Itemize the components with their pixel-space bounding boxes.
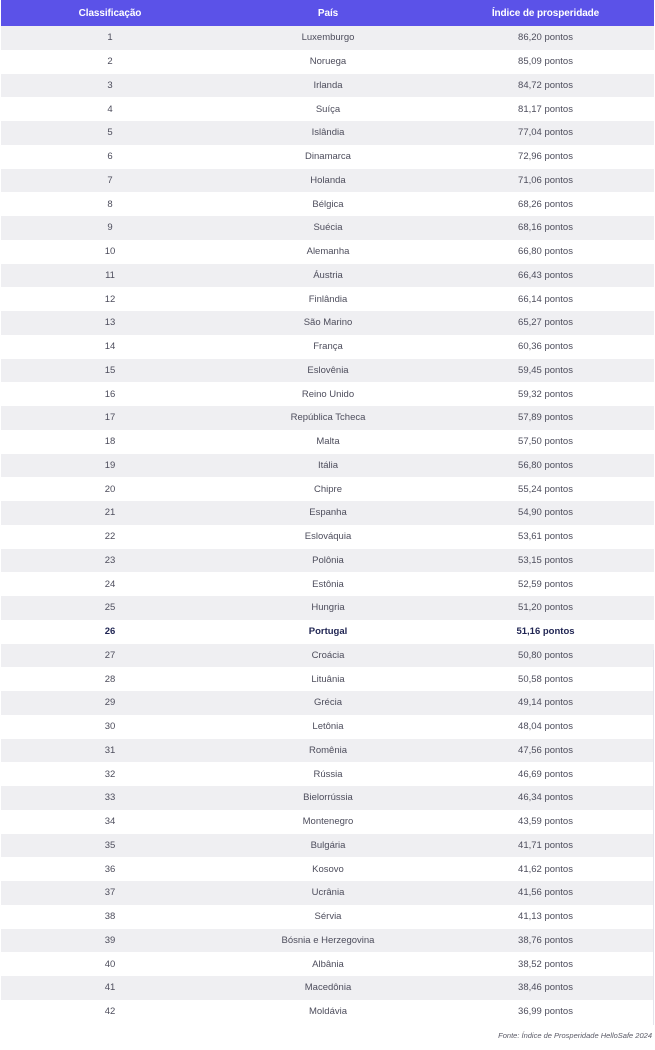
index-cell: 41,56 pontos [518, 887, 573, 899]
table-row [1, 762, 654, 786]
table-row [1, 264, 654, 288]
rank-cell: 17 [104, 412, 116, 424]
country-cell: Eslováquia [304, 531, 352, 543]
country-cell: Moldávia [308, 1006, 348, 1018]
index-cell: 47,56 pontos [518, 744, 573, 756]
table-body [1, 26, 654, 1024]
rank-cell: 28 [104, 673, 116, 685]
rank-cell: 34 [104, 816, 116, 828]
table-row-highlighted [1, 620, 654, 644]
index-cell: 59,32 pontos [518, 388, 573, 400]
rank-cell: 38 [104, 911, 116, 923]
index-cell: 56,80 pontos [518, 459, 573, 471]
index-cell: 53,61 pontos [518, 531, 573, 543]
country-cell: Áustria [313, 269, 343, 281]
index-cell: 85,09 pontos [518, 56, 573, 68]
table-row [1, 454, 654, 478]
table-row [1, 572, 654, 596]
country-cell: Sérvia [314, 911, 342, 923]
country-cell: São Marino [303, 317, 353, 329]
table-header [1, 0, 654, 26]
rank-cell: 11 [105, 269, 115, 281]
index-cell: 66,80 pontos [518, 246, 573, 258]
table-row [1, 145, 654, 169]
table-row [1, 97, 654, 121]
rank-cell: 19 [104, 459, 116, 471]
rank-cell: 8 [107, 198, 113, 210]
rank-cell: 10 [104, 246, 116, 258]
country-cell: Ucrânia [311, 887, 345, 899]
country-cell: Romênia [308, 744, 348, 756]
country-cell: Dinamarca [305, 151, 351, 163]
rank-cell: 6 [107, 151, 113, 163]
country-cell: Portugal [308, 626, 348, 638]
prosperity-ranking-table [1, 0, 654, 1024]
index-cell: 41,13 pontos [518, 911, 573, 923]
country-cell: Polônia [312, 554, 344, 566]
table-row [1, 501, 654, 525]
rank-cell: 5 [107, 127, 113, 139]
table-row [1, 786, 654, 810]
rank-cell: 12 [104, 293, 116, 305]
table-row [1, 335, 654, 359]
rank-cell: 15 [104, 364, 116, 376]
country-cell: Chipre [314, 483, 342, 495]
index-cell: 46,69 pontos [518, 768, 573, 780]
index-cell: 66,43 pontos [518, 269, 573, 281]
table-row [1, 477, 654, 501]
country-cell: Suécia [313, 222, 343, 234]
index-cell: 84,72 pontos [518, 79, 573, 91]
table-row [1, 311, 654, 335]
table-row [1, 240, 654, 264]
index-cell: 54,90 pontos [518, 507, 573, 519]
index-cell: 41,62 pontos [518, 863, 573, 875]
rank-cell: 16 [104, 388, 116, 400]
rank-cell: 7 [107, 174, 113, 186]
index-cell: 43,59 pontos [518, 816, 573, 828]
rank-cell: 31 [104, 744, 116, 756]
table-row [1, 667, 654, 691]
column-header-rank[interactable]: Classificação [78, 7, 142, 19]
table-row [1, 50, 654, 74]
country-cell: Bielorrússia [303, 792, 353, 804]
table-row [1, 810, 654, 834]
index-cell: 36,99 pontos [518, 1006, 573, 1018]
country-cell: Letônia [312, 721, 344, 733]
country-cell: Malta [316, 436, 340, 448]
rank-cell: 1 [107, 32, 113, 44]
rank-cell: 24 [104, 578, 116, 590]
table-row [1, 406, 654, 430]
country-cell: Rússia [313, 768, 343, 780]
country-cell: Luxemburgo [301, 32, 355, 44]
index-cell: 66,14 pontos [518, 293, 573, 305]
rank-cell: 25 [104, 602, 116, 614]
country-cell: Albânia [312, 958, 344, 970]
table-row [1, 430, 654, 454]
index-cell: 50,80 pontos [518, 649, 573, 661]
table-row [1, 739, 654, 763]
table-row [1, 192, 654, 216]
column-header-index[interactable]: Índice de prosperidade [491, 7, 600, 19]
index-cell: 81,17 pontos [518, 103, 573, 115]
index-cell: 51,20 pontos [518, 602, 573, 614]
table-row [1, 121, 654, 145]
country-cell: Reino Unido [301, 388, 355, 400]
country-cell: Montenegro [302, 816, 354, 828]
index-cell: 38,46 pontos [518, 982, 573, 994]
country-cell: Suíça [315, 103, 341, 115]
index-cell: 38,76 pontos [518, 934, 573, 946]
country-cell: Kosovo [312, 863, 344, 875]
country-cell: Bulgária [310, 839, 346, 851]
country-cell: Lituânia [311, 673, 345, 685]
country-cell: Bélgica [312, 198, 344, 210]
table-right-border [653, 650, 654, 1025]
rank-cell: 35 [104, 839, 116, 851]
table-row [1, 169, 654, 193]
table-row [1, 929, 654, 953]
table-row [1, 74, 654, 98]
rank-cell: 29 [104, 697, 116, 709]
country-cell: Holanda [310, 174, 346, 186]
table-row [1, 715, 654, 739]
rank-cell: 39 [104, 934, 116, 946]
index-cell: 53,15 pontos [518, 554, 573, 566]
rank-cell: 33 [104, 792, 116, 804]
table-row [1, 1000, 654, 1024]
column-header-country[interactable]: País [317, 7, 339, 19]
rank-cell: 37 [104, 887, 116, 899]
country-cell: Eslovênia [307, 364, 349, 376]
table-row [1, 834, 654, 858]
country-cell: Islândia [311, 127, 345, 139]
index-cell: 60,36 pontos [518, 341, 573, 353]
table-row [1, 881, 654, 905]
rank-cell: 23 [104, 554, 116, 566]
country-cell: Itália [317, 459, 339, 471]
rank-cell: 27 [104, 649, 116, 661]
table-row [1, 857, 654, 881]
index-cell: 52,59 pontos [518, 578, 573, 590]
rank-cell: 18 [104, 436, 116, 448]
table-row [1, 287, 654, 311]
index-cell: 49,14 pontos [518, 697, 573, 709]
table-row [1, 549, 654, 573]
rank-cell: 41 [104, 982, 116, 994]
country-cell: República Tcheca [290, 412, 366, 424]
rank-cell: 2 [107, 56, 113, 68]
table-row [1, 382, 654, 406]
index-cell: 65,27 pontos [518, 317, 573, 329]
rank-cell: 14 [104, 341, 116, 353]
country-cell: Noruega [309, 56, 347, 68]
table-row [1, 359, 654, 383]
rank-cell: 36 [104, 863, 116, 875]
index-cell: 71,06 pontos [518, 174, 573, 186]
index-cell: 59,45 pontos [518, 364, 573, 376]
index-cell: 72,96 pontos [518, 151, 573, 163]
index-cell: 86,20 pontos [518, 32, 573, 44]
header-row [1, 0, 654, 26]
index-cell: 51,16 pontos [516, 626, 575, 638]
country-cell: Espanha [309, 507, 347, 519]
country-cell: Alemanha [306, 246, 350, 258]
index-cell: 68,16 pontos [518, 222, 573, 234]
country-cell: Finlândia [308, 293, 348, 305]
table-row [1, 905, 654, 929]
index-cell: 57,89 pontos [518, 412, 573, 424]
country-cell: Irlanda [313, 79, 343, 91]
country-cell: Macedônia [304, 982, 352, 994]
table-row [1, 691, 654, 715]
country-cell: Bósnia e Herzegovina [281, 934, 375, 946]
rank-cell: 3 [107, 79, 113, 91]
index-cell: 46,34 pontos [518, 792, 573, 804]
index-cell: 57,50 pontos [518, 436, 573, 448]
rank-cell: 9 [107, 222, 113, 234]
index-cell: 55,24 pontos [518, 483, 573, 495]
index-cell: 38,52 pontos [518, 958, 573, 970]
index-cell: 41,71 pontos [518, 839, 573, 851]
rank-cell: 42 [104, 1006, 116, 1018]
rank-cell: 20 [104, 483, 116, 495]
table-row [1, 596, 654, 620]
table-row [1, 216, 654, 240]
index-cell: 68,26 pontos [518, 198, 573, 210]
rank-cell: 26 [104, 626, 116, 638]
table-row [1, 525, 654, 549]
rank-cell: 22 [104, 531, 116, 543]
country-cell: Grécia [314, 697, 342, 709]
table-row [1, 952, 654, 976]
rank-cell: 4 [107, 103, 113, 115]
table-row [1, 26, 654, 50]
country-cell: Estônia [312, 578, 344, 590]
index-cell: 50,58 pontos [518, 673, 573, 685]
country-cell: Hungria [311, 602, 345, 614]
rank-cell: 21 [104, 507, 116, 519]
rank-cell: 32 [104, 768, 116, 780]
source-note: Fonte: Índice de Prosperidade HelloSafe 2024 [498, 1031, 652, 1040]
table-row [1, 976, 654, 1000]
index-cell: 77,04 pontos [518, 127, 573, 139]
country-cell: Croácia [311, 649, 345, 661]
rank-cell: 13 [104, 317, 116, 329]
rank-cell: 30 [104, 721, 116, 733]
country-cell: França [313, 341, 343, 353]
table-row [1, 644, 654, 668]
rank-cell: 40 [104, 958, 116, 970]
index-cell: 48,04 pontos [518, 721, 573, 733]
